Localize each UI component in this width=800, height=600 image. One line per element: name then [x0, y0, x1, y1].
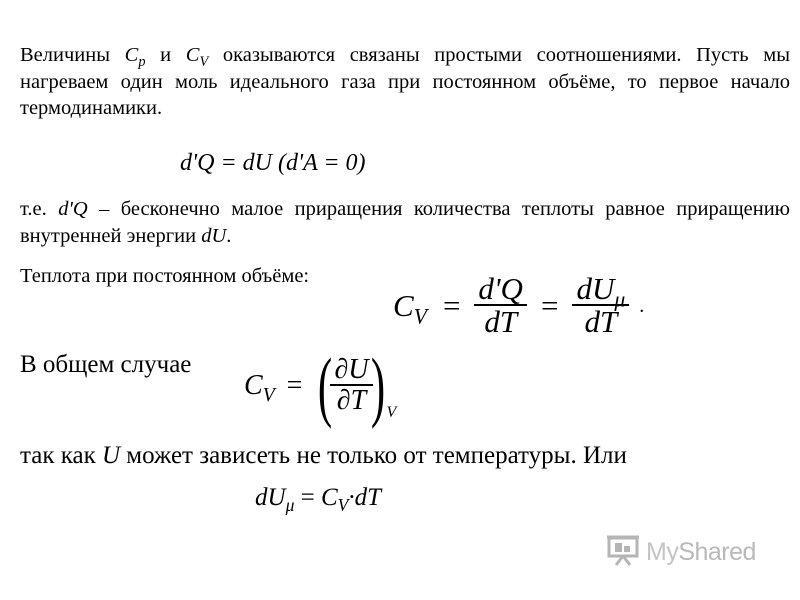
myshared-logo	[606, 535, 756, 569]
explanation-paragraph: т.е. d'Q – бесконечно малое приращения количества теплоты равное приращению внутренней энергии dU.	[20, 198, 790, 247]
cv-symbol: $C_V$	[185, 44, 209, 71]
dependence-note: так как U может зависеть не только от температуры. Или	[20, 442, 627, 469]
general-case-label: В общем случае	[20, 351, 192, 378]
du-dt-fraction: $\frac{dU_\mu}{dT}$	[572, 273, 629, 339]
cv-lhs-partial: $C_V$	[244, 370, 275, 406]
intro-paragraph: Величины $C_p$ и $C_V$ оказываются связаны простыми соотношениями. Пусть мы нагреваем один моль идеального газа при постоянном объёме, то первое начало термодинамики.	[20, 44, 790, 119]
heat-at-constant-volume-label: Теплота при постоянном объёме:	[20, 265, 310, 287]
du-equation: $dU_\mu = C_V\cdot dT$	[255, 484, 382, 516]
cv-partial-equation: $C_V$ = ( $\frac{\partial U}{\partial T}$ ) V	[244, 342, 397, 429]
first-law-equation: d'Q = dU (d'A = 0)	[180, 150, 366, 176]
cv-lhs: $C_V$	[393, 288, 427, 329]
cp-symbol: $C_p$	[124, 44, 146, 71]
cv-definition-equation: $C_V$ = $\frac{d'Q}{dT}$ = $\frac{dU_\mu}{dT}$ .	[393, 271, 645, 340]
logo-text: MyShared	[646, 537, 756, 566]
dq-dt-fraction: $\frac{d'Q}{dT}$	[474, 273, 527, 339]
presentation-board-icon	[606, 534, 640, 571]
partial-u-partial-t-fraction: $\frac{\partial U}{\partial T}$	[330, 356, 372, 415]
